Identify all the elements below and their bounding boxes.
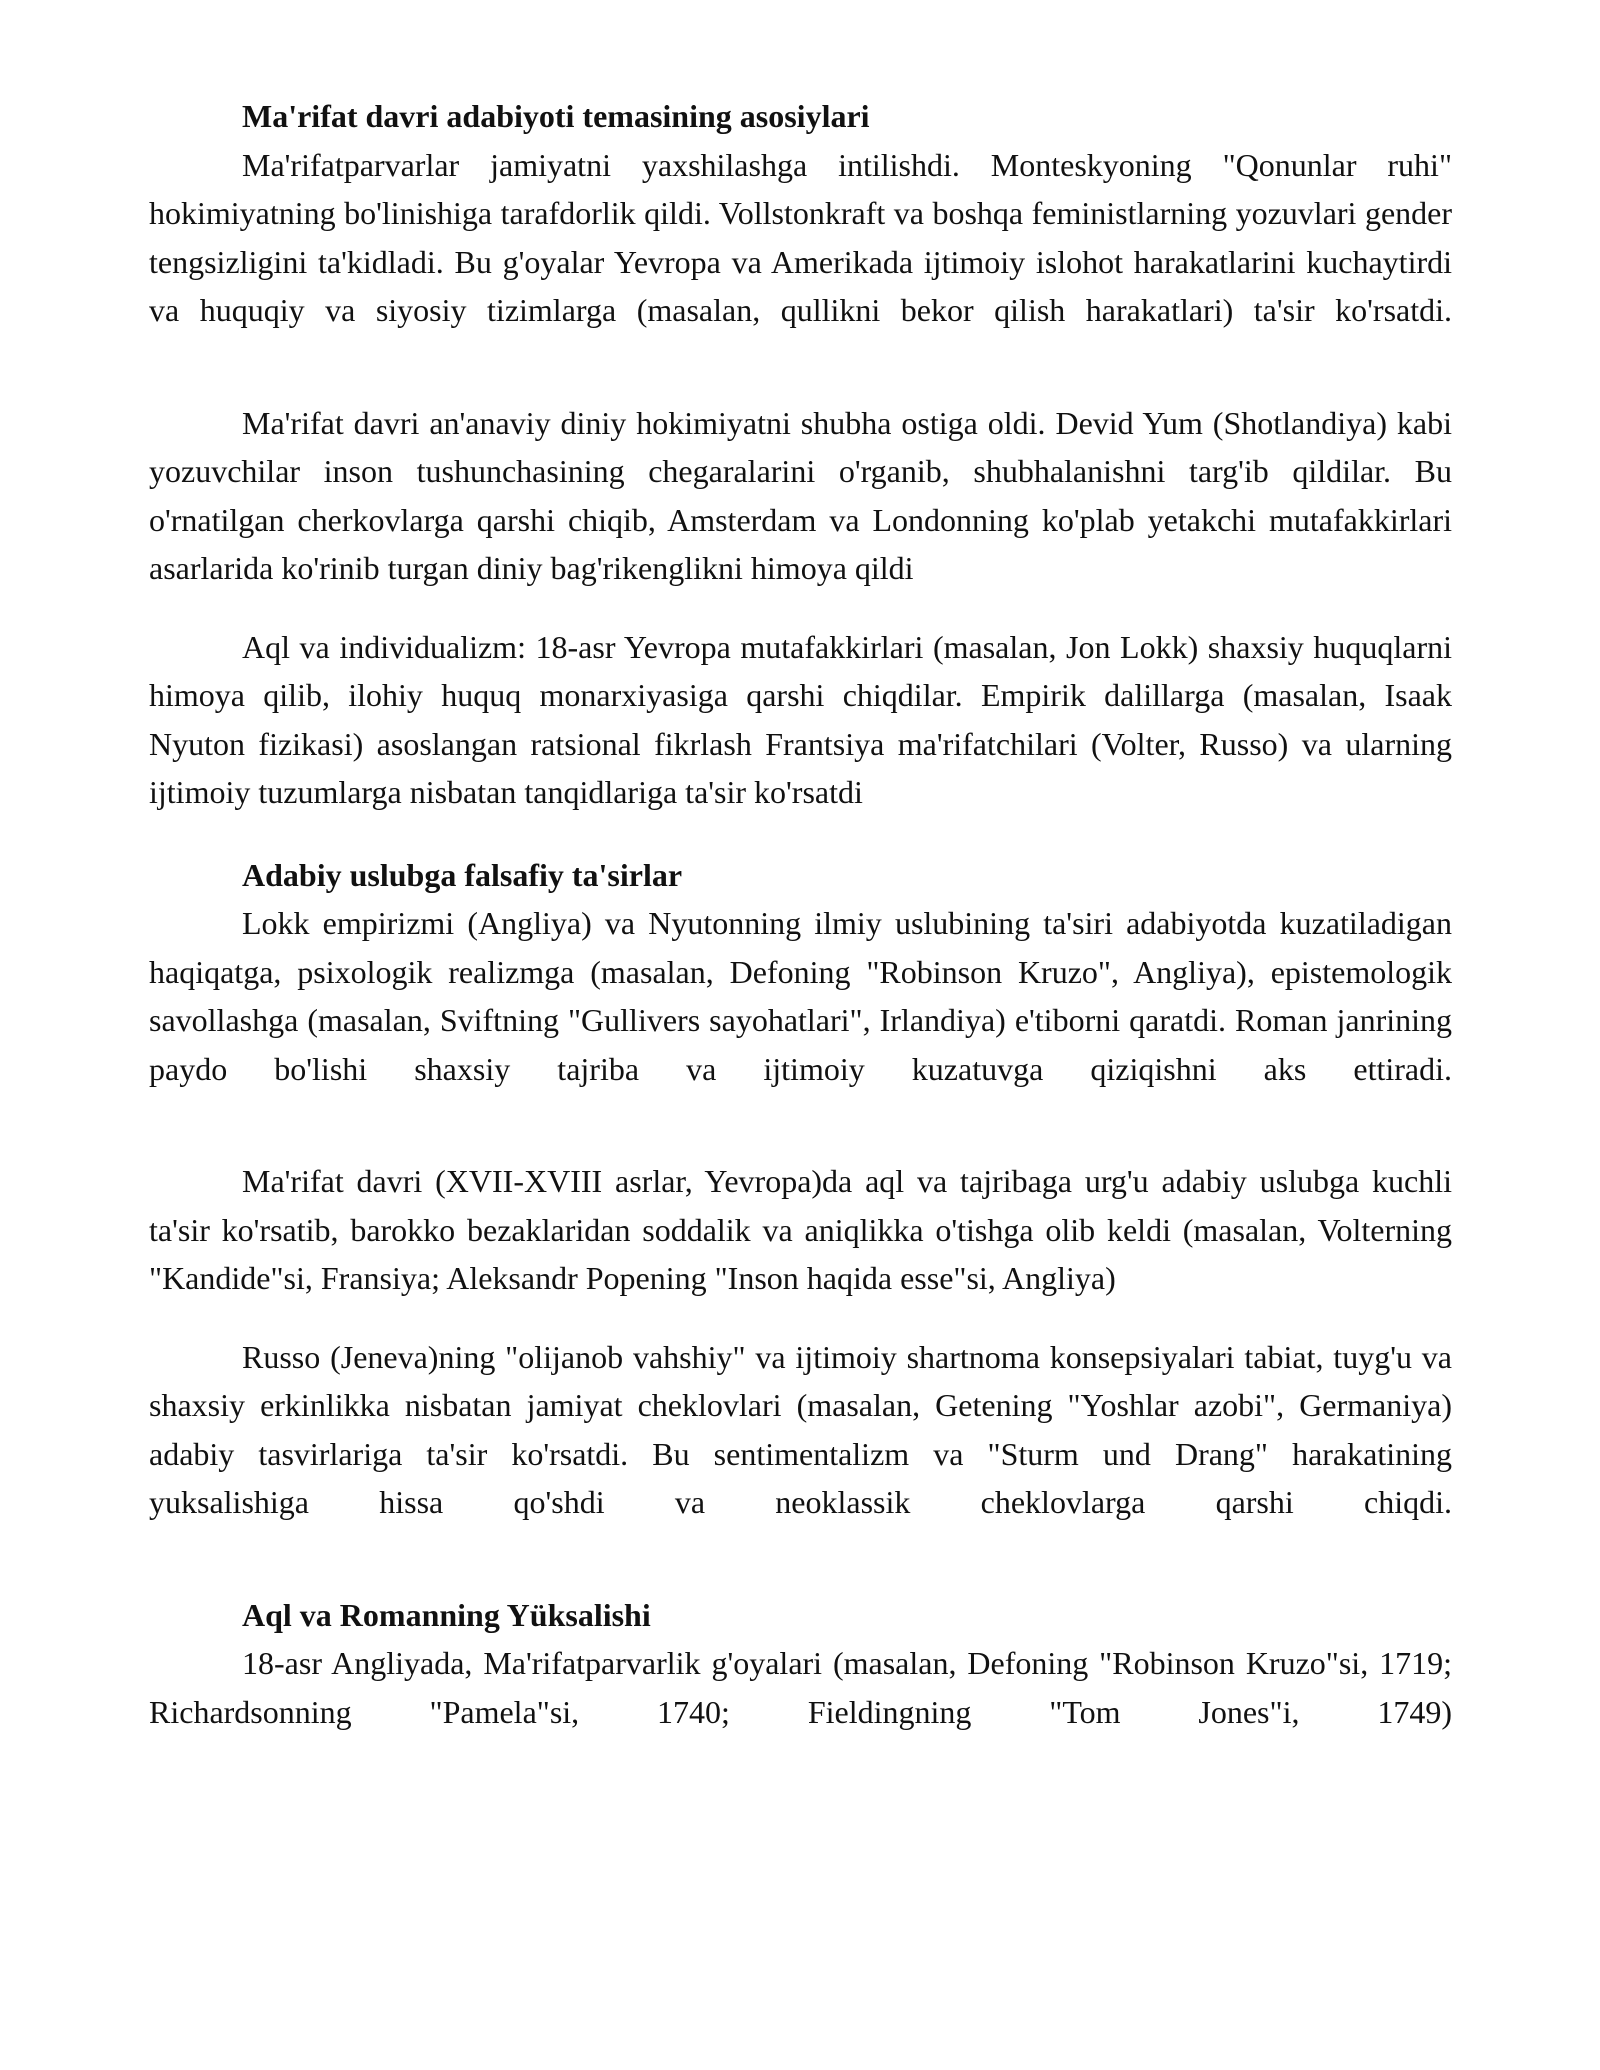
- document-page: [149, 92, 1452, 1736]
- paragraph: Aql va individualizm: 18-asr Yevropa mutafakkirlari (masalan, Jon Lokk) shaxsiy huquqlarni himoya qilib, ilohiy huquq monarxiyasiga qarshi chiqdilar. Empirik dalillarga (masalan, Isaak Nyuton fizikasi) asoslangan ratsional fikrlash Frantsiya ma'rifatchilari (Volter, Russo) va ularning ijtimoiy tuzumlarga nisbatan tanqidlariga ta'sir ko'rsatdi: [149, 628, 1452, 810]
- section-heading: Adabiy uslubga falsafiy ta'sirlar: [242, 856, 683, 893]
- paragraph: Russo (Jeneva)ning "olijanob vahshiy" va ijtimoiy shartnoma konsepsiyalari tabiat, tuyg'u va shaxsiy erkinlikka nisbatan jamiyat cheklovlari (masalan, Getening "Yoshlar azobi", Germaniya) adabiy tasvirlariga ta'sir ko'rsatdi. Bu sentimentalizm va "Sturm und Drang" harakatining yuksalishiga hissa qo'shdi va neoklassik cheklovlarga qarshi chiqdi.: [149, 1338, 1452, 1520]
- paragraph: Ma'rifat davri (XVII-XVIII asrlar, Yevropa)da aql va tajribaga urg'u adabiy uslubga kuchli ta'sir ko'rsatib, barokko bezaklaridan soddalik va aniqlikka o'tishga olib keldi (masalan, Volterning "Kandide"si, Fransiya; Aleksandr Popening "Inson haqida esse"si, Angliya): [149, 1163, 1452, 1296]
- paragraph: Ma'rifatparvarlar jamiyatni yaxshilashga intilishdi. Monteskyoning "Qonunlar ruhi" hokimiyatning bo'linishiga tarafdorlik qildi. Vollstonkraft va boshqa feministlarning yozuvlari gender tengsizligini ta'kidladi. Bu g'oyalar Yevropa va Amerikada ijtimoiy islohot harakatlarini kuchaytirdi va huquqiy va siyosiy tizimlarga (masalan, qullikni bekor qilish harakatlari) ta'sir ko'rsatdi.: [149, 146, 1452, 328]
- paragraph: 18-asr Angliyada, Ma'rifatparvarlik g'oyalari (masalan, Defoning "Robinson Kruzo"si, 1719; Richardsonning "Pamela"si, 1740; Fieldingning "Tom Jones"i, 1749): [149, 1645, 1452, 1730]
- paragraph: Ma'rifat davri an'anaviy diniy hokimiyatni shubha ostiga oldi. Devid Yum (Shotlandiya) kabi yozuvchilar inson tushunchasining chegaralarini o'rganib, shubhalanishni targ'ib qildilar. Bu o'rnatilgan cherkovlarga qarshi chiqib, Amsterdam va Londonning ko'plab yetakchi mutafakkirlari asarlarida ko'rinib turgan diniy bag'rikenglikni himoya qildi: [149, 404, 1452, 586]
- paragraph: Lokk empirizmi (Angliya) va Nyutonning ilmiy uslubining ta'siri adabiyotda kuzatiladigan haqiqatga, psixologik realizmga (masalan, Defoning "Robinson Kruzo", Angliya), epistemologik savollashga (masalan, Sviftning "Gullivers sayohatlari", Irlandiya) e'tiborni qaratdi. Roman janrining paydo bo'lishi shaxsiy tajriba va ijtimoiy kuzatuvga qiziqishni aks ettiradi.: [149, 905, 1452, 1087]
- section-heading: Ma'rifat davri adabiyoti temasining asosiylari: [242, 98, 870, 134]
- section-heading: Aql va Romanning Yüksalishi: [242, 1596, 651, 1633]
